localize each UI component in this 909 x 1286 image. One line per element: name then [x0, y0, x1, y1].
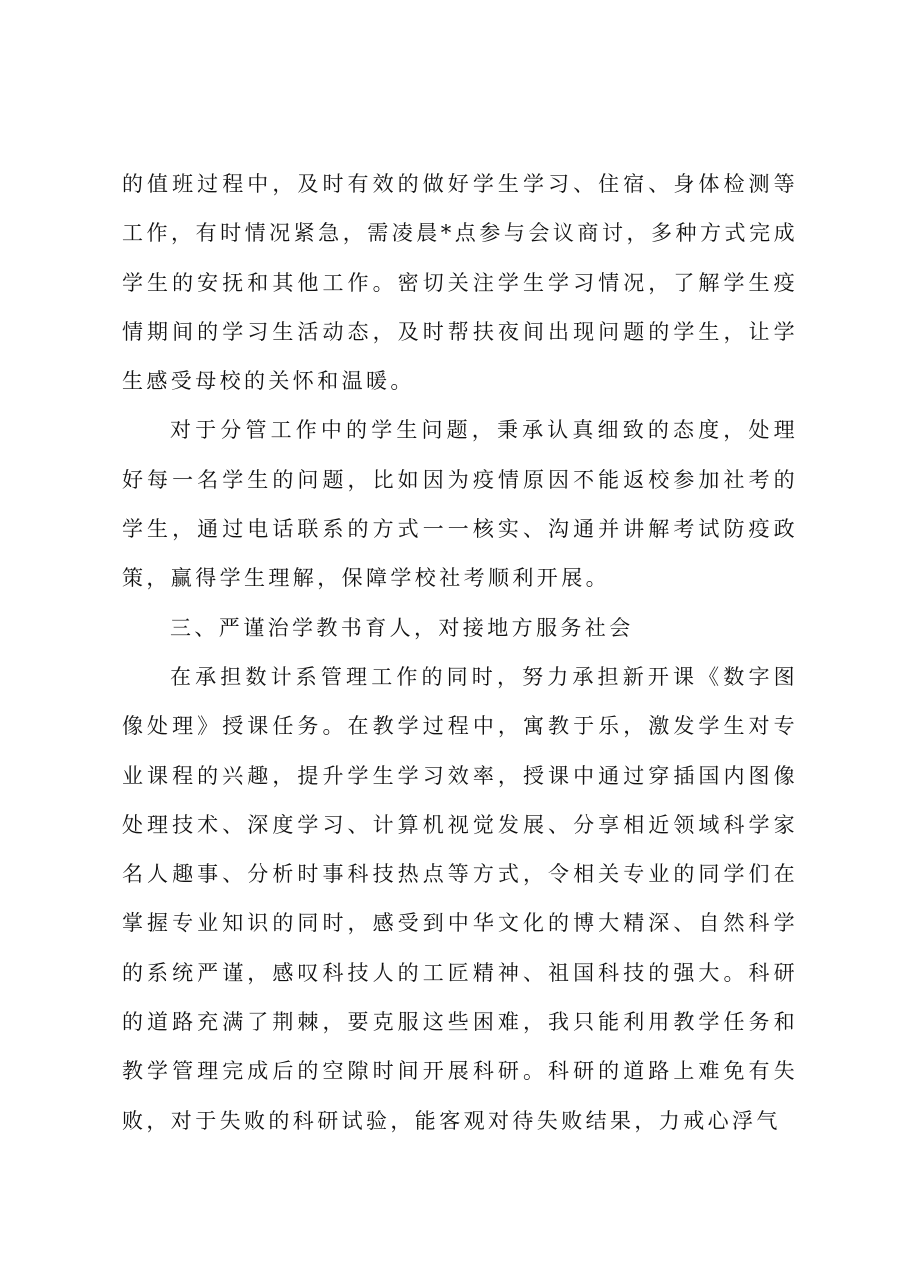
paragraph-student-issues: 对于分管工作中的学生问题，秉承认真细致的态度，处理好每一名学生的问题，比如因为疫情原因不能返校参加社考的学生，通过电话联系的方式一一核实、沟通并讲解考试防疫政策，赢得学生理解，保障学校社考顺利开展。: [122, 418, 798, 591]
section-heading-three: 三、严谨治学教书育人，对接地方服务社会: [170, 615, 634, 640]
document-body: [122, 160, 798, 1146]
paragraph-teaching-research: 在承担数计系管理工作的同时，努力承担新开课《数字图像处理》授课任务。在教学过程中，寓教于乐，激发学生对专业课程的兴趣，提升学生学习效率，授课中通过穿插国内图像处理技术、深度学习、计算机视觉发展、分享相近领域科学家名人趣事、分析时事科技热点等方式，令相关专业的同学们在掌握专业知识的同时，感受到中华文化的博大精深、自然科学的系统严谨，感叹科技人的工匠精神、祖国科技的强大。科研的道路充满了荆棘，要克服这些困难，我只能利用教学任务和教学管理完成后的空隙时间开展科研。科研的道路上难免有失败，对于失败的科研试验，能客观对待失败结果，力戒心浮气: [122, 664, 798, 1133]
paragraph-duty-work: 的值班过程中，及时有效的做好学生学习、住宿、身体检测等工作，有时情况紧急，需凌晨*点参与会议商讨，多种方式完成学生的安抚和其他工作。密切关注学生学习情况，了解学生疫情期间的学习生活动态，及时帮扶夜间出现问题的学生，让学生感受母校的关怀和温暖。: [122, 172, 798, 394]
